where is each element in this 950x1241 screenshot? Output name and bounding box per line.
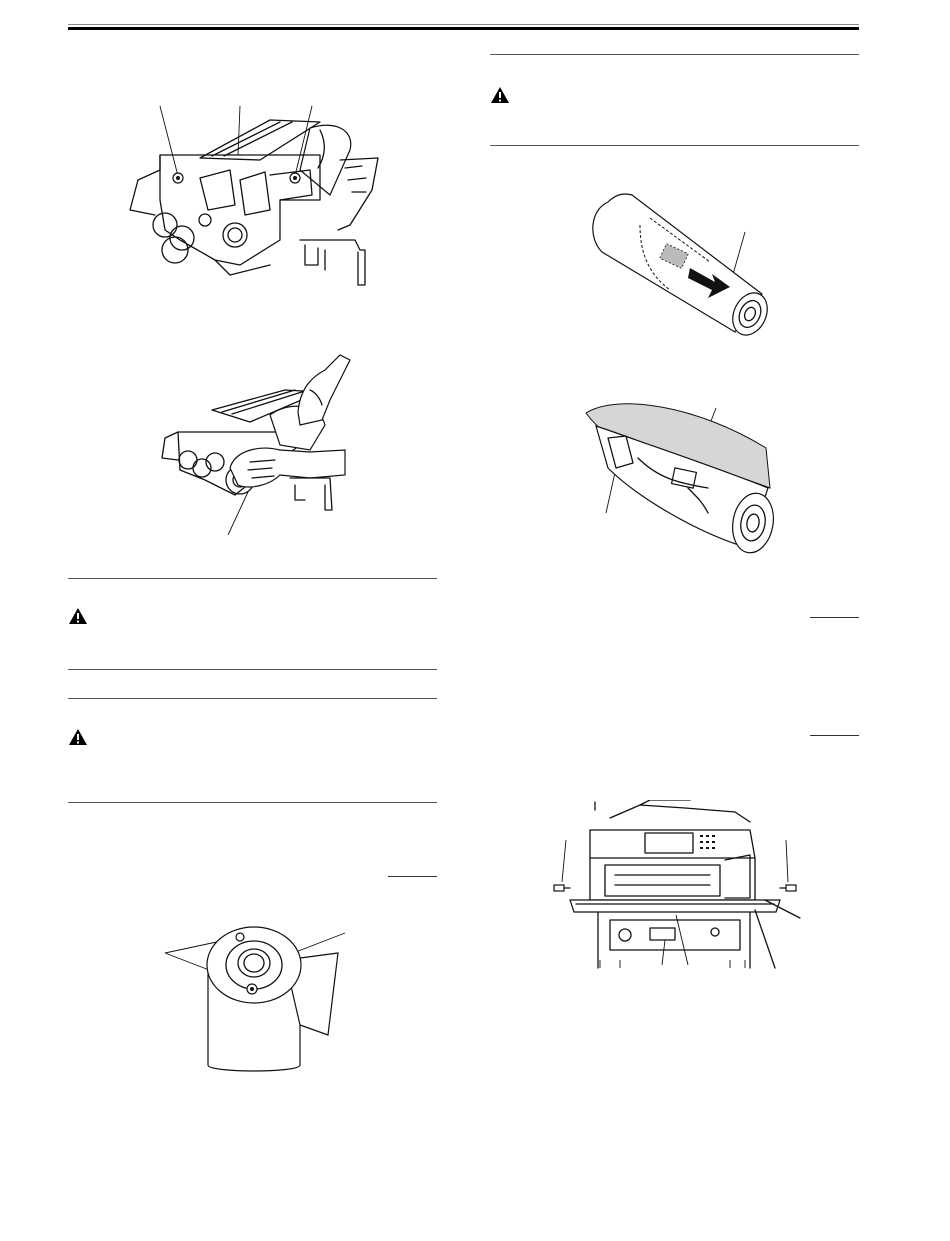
- header-rule-thick: [68, 27, 859, 30]
- drum-unit-cutaway-figure: [578, 388, 788, 563]
- drum-end-pins-figure: [160, 915, 360, 1075]
- right-short-rule-1: [810, 617, 859, 618]
- header-rule-thin: [68, 24, 859, 25]
- left-caution-1-bottom-rule: [68, 669, 437, 670]
- drum-sheet-removal-figure: [580, 190, 780, 350]
- left-caution-2-top-rule: [68, 698, 437, 699]
- front-cover-screws-figure: [550, 800, 810, 970]
- drum-unit-screws-figure: [120, 100, 390, 300]
- right-caution-top-rule: [490, 54, 859, 55]
- warning-triangle-icon: [68, 607, 88, 625]
- right-caution-bottom-rule: [490, 145, 859, 146]
- warning-triangle-icon: [490, 86, 510, 104]
- left-caution-1-top-rule: [68, 578, 437, 579]
- warning-triangle-icon: [68, 728, 88, 746]
- left-short-rule: [388, 876, 437, 877]
- right-short-rule-2: [810, 735, 859, 736]
- left-caution-2-bottom-rule: [68, 802, 437, 803]
- drum-unit-removal-figure: [150, 350, 360, 540]
